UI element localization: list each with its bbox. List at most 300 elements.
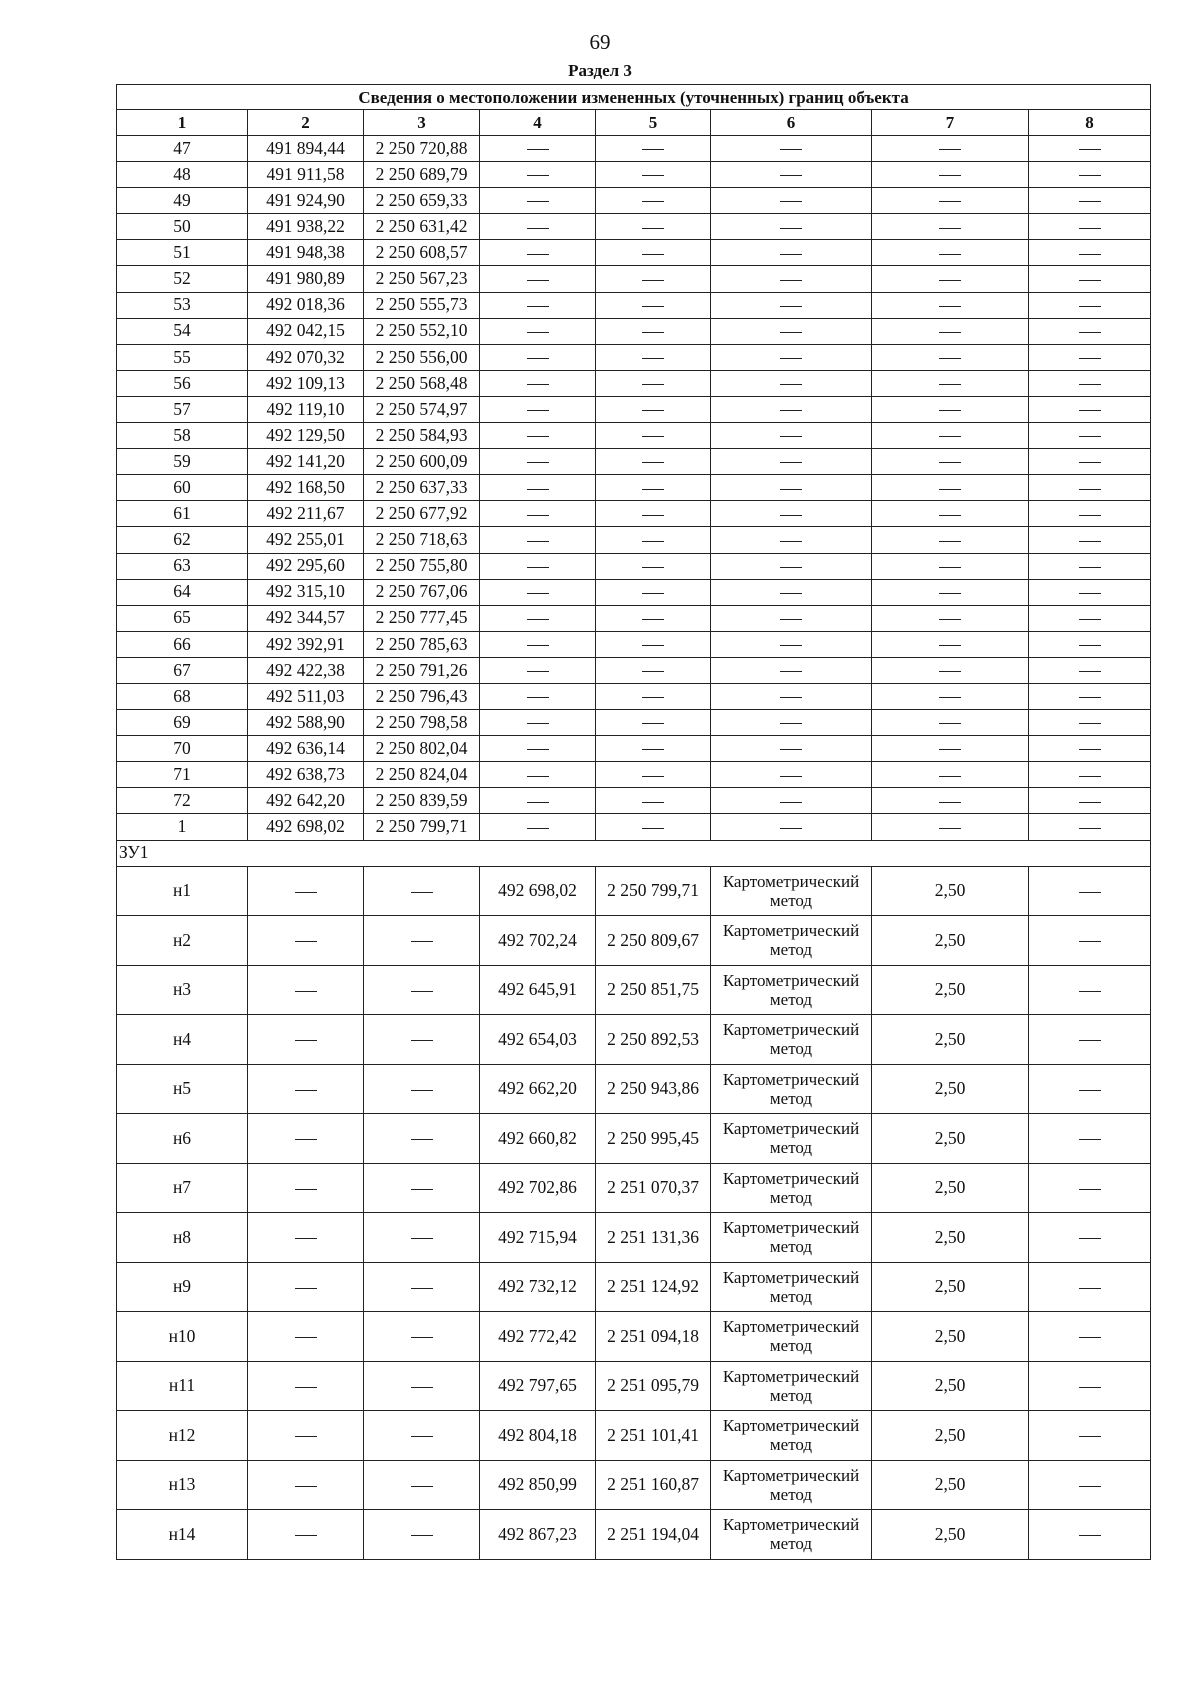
point-number: 60 (117, 475, 248, 501)
table-row (117, 449, 1151, 475)
empty-cell (248, 965, 364, 1015)
new-x-coordinate: 492 702,24 (480, 916, 596, 966)
empty-cell (872, 814, 1029, 840)
dash-mark (1079, 671, 1101, 672)
empty-cell (872, 553, 1029, 579)
dash-mark (411, 941, 433, 942)
point-number: 59 (117, 449, 248, 475)
dash-mark (939, 306, 961, 307)
existing-x-coordinate: 492 295,60 (248, 553, 364, 579)
empty-cell (364, 1015, 480, 1065)
dash-mark (780, 175, 802, 176)
point-number: н3 (117, 965, 248, 1015)
group-label: ЗУ1 (117, 840, 1151, 866)
existing-x-coordinate: 492 168,50 (248, 475, 364, 501)
empty-cell (711, 814, 872, 840)
empty-cell (872, 292, 1029, 318)
point-number: 57 (117, 396, 248, 422)
point-number: 61 (117, 501, 248, 527)
dash-mark (642, 332, 664, 333)
table-row (117, 318, 1151, 344)
dash-mark (295, 1090, 317, 1091)
point-number: 63 (117, 553, 248, 579)
empty-cell (711, 736, 872, 762)
empty-cell (248, 1312, 364, 1362)
existing-x-coordinate: 491 894,44 (248, 136, 364, 162)
empty-cell (596, 449, 711, 475)
empty-cell (480, 396, 596, 422)
table-row (117, 814, 1151, 840)
table-row (117, 866, 1151, 916)
empty-cell (872, 657, 1029, 683)
dash-mark (1079, 723, 1101, 724)
dash-mark (780, 593, 802, 594)
dash-mark (780, 697, 802, 698)
empty-cell (480, 266, 596, 292)
column-number-5: 5 (596, 110, 711, 136)
table-row (117, 396, 1151, 422)
empty-cell (711, 240, 872, 266)
empty-cell (1029, 1411, 1151, 1461)
existing-x-coordinate: 492 392,91 (248, 631, 364, 657)
existing-y-coordinate: 2 250 796,43 (364, 683, 480, 709)
dash-mark (780, 619, 802, 620)
empty-cell (480, 501, 596, 527)
existing-y-coordinate: 2 250 600,09 (364, 449, 480, 475)
existing-y-coordinate: 2 250 555,73 (364, 292, 480, 318)
table-row (117, 1163, 1151, 1213)
table-row (117, 188, 1151, 214)
table-row (117, 710, 1151, 736)
dash-mark (780, 567, 802, 568)
dash-mark (939, 671, 961, 672)
existing-y-coordinate: 2 250 824,04 (364, 762, 480, 788)
empty-cell (480, 423, 596, 449)
dash-mark (1079, 306, 1101, 307)
dash-mark (780, 541, 802, 542)
existing-y-coordinate: 2 250 584,93 (364, 423, 480, 449)
empty-cell (872, 762, 1029, 788)
determination-method: Картометрический метод (711, 1312, 872, 1362)
determination-method: Картометрический метод (711, 1411, 872, 1461)
empty-cell (480, 814, 596, 840)
dash-mark (527, 149, 549, 150)
dash-mark (780, 515, 802, 516)
dash-mark (939, 645, 961, 646)
existing-y-coordinate: 2 250 574,97 (364, 396, 480, 422)
existing-y-coordinate: 2 250 659,33 (364, 188, 480, 214)
dash-mark (1079, 1436, 1101, 1437)
dash-mark (1079, 619, 1101, 620)
dash-mark (780, 254, 802, 255)
dash-mark (939, 149, 961, 150)
empty-cell (1029, 866, 1151, 916)
empty-cell (1029, 475, 1151, 501)
existing-y-coordinate: 2 250 608,57 (364, 240, 480, 266)
empty-cell (364, 1361, 480, 1411)
empty-cell (248, 866, 364, 916)
determination-method: Картометрический метод (711, 1460, 872, 1510)
table-row (117, 475, 1151, 501)
group-row (117, 840, 1151, 866)
dash-mark (642, 384, 664, 385)
point-number: 54 (117, 318, 248, 344)
dash-mark (642, 254, 664, 255)
empty-cell (596, 631, 711, 657)
point-number: н12 (117, 1411, 248, 1461)
determination-method: Картометрический метод (711, 965, 872, 1015)
dash-mark (642, 228, 664, 229)
empty-cell (364, 1114, 480, 1164)
dash-mark (642, 802, 664, 803)
dash-mark (411, 1238, 433, 1239)
dash-mark (939, 776, 961, 777)
dash-mark (1079, 462, 1101, 463)
dash-mark (780, 802, 802, 803)
dash-mark (780, 228, 802, 229)
existing-x-coordinate: 492 642,20 (248, 788, 364, 814)
empty-cell (480, 292, 596, 318)
empty-cell (872, 449, 1029, 475)
dash-mark (527, 541, 549, 542)
empty-cell (711, 683, 872, 709)
table-row (117, 1114, 1151, 1164)
empty-cell (1029, 579, 1151, 605)
dash-mark (295, 1139, 317, 1140)
empty-cell (711, 710, 872, 736)
empty-cell (480, 240, 596, 266)
empty-cell (364, 866, 480, 916)
empty-cell (596, 240, 711, 266)
new-y-coordinate: 2 251 101,41 (596, 1411, 711, 1461)
existing-x-coordinate: 492 422,38 (248, 657, 364, 683)
determination-method: Картометрический метод (711, 1064, 872, 1114)
point-number: н6 (117, 1114, 248, 1164)
page-number: 69 (589, 30, 611, 54)
empty-cell (711, 266, 872, 292)
existing-x-coordinate: 492 315,10 (248, 579, 364, 605)
determination-method: Картометрический метод (711, 1361, 872, 1411)
dash-mark (527, 384, 549, 385)
table-row (117, 762, 1151, 788)
dash-mark (1079, 436, 1101, 437)
table-row (117, 631, 1151, 657)
dash-mark (939, 201, 961, 202)
empty-cell (872, 214, 1029, 240)
dash-mark (527, 358, 549, 359)
empty-cell (248, 1015, 364, 1065)
existing-y-coordinate: 2 250 567,23 (364, 266, 480, 292)
empty-cell (248, 1114, 364, 1164)
dash-mark (780, 749, 802, 750)
empty-cell (711, 762, 872, 788)
empty-cell (596, 370, 711, 396)
empty-cell (872, 788, 1029, 814)
existing-y-coordinate: 2 250 677,92 (364, 501, 480, 527)
empty-cell (711, 553, 872, 579)
dash-mark (295, 1288, 317, 1289)
existing-x-coordinate: 492 588,90 (248, 710, 364, 736)
empty-cell (596, 292, 711, 318)
empty-cell (711, 188, 872, 214)
dash-mark (642, 410, 664, 411)
empty-cell (872, 527, 1029, 553)
dash-mark (295, 941, 317, 942)
dash-mark (939, 358, 961, 359)
existing-y-coordinate: 2 250 689,79 (364, 162, 480, 188)
empty-cell (480, 710, 596, 736)
table-row (117, 553, 1151, 579)
table-row (117, 1361, 1151, 1411)
empty-cell (596, 136, 711, 162)
empty-cell (1029, 188, 1151, 214)
dash-mark (642, 489, 664, 490)
point-number: 62 (117, 527, 248, 553)
existing-y-coordinate: 2 250 552,10 (364, 318, 480, 344)
determination-method: Картометрический метод (711, 866, 872, 916)
table-row (117, 736, 1151, 762)
point-number: 49 (117, 188, 248, 214)
dash-mark (527, 332, 549, 333)
empty-cell (1029, 736, 1151, 762)
empty-cell (872, 501, 1029, 527)
empty-cell (872, 736, 1029, 762)
existing-x-coordinate: 491 948,38 (248, 240, 364, 266)
new-y-coordinate: 2 250 943,86 (596, 1064, 711, 1114)
dash-mark (1079, 280, 1101, 281)
column-number-3: 3 (364, 110, 480, 136)
existing-x-coordinate: 492 018,36 (248, 292, 364, 318)
point-number: н11 (117, 1361, 248, 1411)
table-row (117, 501, 1151, 527)
dash-mark (295, 1436, 317, 1437)
dash-mark (527, 697, 549, 698)
boundary-coordinates-table (116, 84, 1151, 1560)
empty-cell (711, 501, 872, 527)
table-row (117, 240, 1151, 266)
dash-mark (939, 332, 961, 333)
new-x-coordinate: 492 867,23 (480, 1510, 596, 1560)
empty-cell (711, 579, 872, 605)
empty-cell (364, 965, 480, 1015)
dash-mark (780, 306, 802, 307)
empty-cell (596, 553, 711, 579)
empty-cell (364, 1163, 480, 1213)
dash-mark (1079, 332, 1101, 333)
column-number-row (117, 110, 1151, 136)
existing-y-coordinate: 2 250 799,71 (364, 814, 480, 840)
point-number: н1 (117, 866, 248, 916)
accuracy-value: 2,50 (872, 1015, 1029, 1065)
existing-y-coordinate: 2 250 839,59 (364, 788, 480, 814)
dash-mark (527, 802, 549, 803)
empty-cell (480, 344, 596, 370)
empty-cell (872, 318, 1029, 344)
point-number: н4 (117, 1015, 248, 1065)
dash-mark (411, 1040, 433, 1041)
new-y-coordinate: 2 251 070,37 (596, 1163, 711, 1213)
existing-x-coordinate: 492 141,20 (248, 449, 364, 475)
empty-cell (711, 162, 872, 188)
dash-mark (642, 828, 664, 829)
accuracy-value: 2,50 (872, 1411, 1029, 1461)
empty-cell (480, 136, 596, 162)
empty-cell (1029, 162, 1151, 188)
point-number: 52 (117, 266, 248, 292)
dash-mark (780, 410, 802, 411)
table-row (117, 1460, 1151, 1510)
dash-mark (939, 175, 961, 176)
empty-cell (1029, 1510, 1151, 1560)
new-x-coordinate: 492 732,12 (480, 1262, 596, 1312)
determination-method: Картометрический метод (711, 1213, 872, 1263)
empty-cell (248, 1411, 364, 1461)
empty-cell (1029, 240, 1151, 266)
dash-mark (780, 489, 802, 490)
table-row (117, 344, 1151, 370)
empty-cell (1029, 965, 1151, 1015)
dash-mark (1079, 892, 1101, 893)
new-x-coordinate: 492 654,03 (480, 1015, 596, 1065)
empty-cell (872, 188, 1029, 214)
existing-x-coordinate: 492 129,50 (248, 423, 364, 449)
empty-cell (711, 214, 872, 240)
dash-mark (527, 593, 549, 594)
dash-mark (1079, 1090, 1101, 1091)
dash-mark (527, 776, 549, 777)
table-row (117, 605, 1151, 631)
empty-cell (872, 579, 1029, 605)
empty-cell (711, 344, 872, 370)
table-row (117, 916, 1151, 966)
point-number: 69 (117, 710, 248, 736)
empty-cell (711, 423, 872, 449)
determination-method: Картометрический метод (711, 916, 872, 966)
empty-cell (1029, 710, 1151, 736)
empty-cell (872, 136, 1029, 162)
dash-mark (780, 149, 802, 150)
table-row (117, 788, 1151, 814)
dash-mark (527, 436, 549, 437)
dash-mark (1079, 1387, 1101, 1388)
new-x-coordinate: 492 702,86 (480, 1163, 596, 1213)
dash-mark (780, 828, 802, 829)
dash-mark (1079, 1139, 1101, 1140)
point-number: н13 (117, 1460, 248, 1510)
empty-cell (872, 370, 1029, 396)
new-x-coordinate: 492 772,42 (480, 1312, 596, 1362)
empty-cell (596, 423, 711, 449)
dash-mark (939, 410, 961, 411)
dash-mark (939, 828, 961, 829)
point-number: н8 (117, 1213, 248, 1263)
dash-mark (780, 280, 802, 281)
empty-cell (596, 579, 711, 605)
section-title: Раздел 3 (568, 61, 632, 80)
point-number: 64 (117, 579, 248, 605)
empty-cell (1029, 1460, 1151, 1510)
new-y-coordinate: 2 250 851,75 (596, 965, 711, 1015)
empty-cell (248, 1361, 364, 1411)
dash-mark (411, 991, 433, 992)
new-y-coordinate: 2 250 892,53 (596, 1015, 711, 1065)
dash-mark (780, 384, 802, 385)
new-y-coordinate: 2 250 995,45 (596, 1114, 711, 1164)
table-row (117, 214, 1151, 240)
dash-mark (1079, 254, 1101, 255)
column-number-7: 7 (872, 110, 1029, 136)
dash-mark (1079, 776, 1101, 777)
existing-x-coordinate: 492 070,32 (248, 344, 364, 370)
dash-mark (780, 462, 802, 463)
dash-mark (780, 332, 802, 333)
empty-cell (596, 344, 711, 370)
point-number: 72 (117, 788, 248, 814)
new-y-coordinate: 2 251 194,04 (596, 1510, 711, 1560)
empty-cell (364, 1312, 480, 1362)
empty-cell (596, 214, 711, 240)
determination-method: Картометрический метод (711, 1015, 872, 1065)
point-number: 50 (117, 214, 248, 240)
dash-mark (527, 201, 549, 202)
dash-mark (527, 489, 549, 490)
dash-mark (780, 671, 802, 672)
point-number: н5 (117, 1064, 248, 1114)
empty-cell (480, 579, 596, 605)
empty-cell (480, 370, 596, 396)
point-number: 51 (117, 240, 248, 266)
empty-cell (596, 527, 711, 553)
empty-cell (1029, 1262, 1151, 1312)
new-x-coordinate: 492 715,94 (480, 1213, 596, 1263)
existing-x-coordinate: 492 211,67 (248, 501, 364, 527)
accuracy-value: 2,50 (872, 1460, 1029, 1510)
table-row (117, 162, 1151, 188)
empty-cell (248, 1460, 364, 1510)
empty-cell (596, 710, 711, 736)
empty-cell (872, 710, 1029, 736)
point-number: 71 (117, 762, 248, 788)
dash-mark (295, 1486, 317, 1487)
empty-cell (1029, 762, 1151, 788)
dash-mark (642, 619, 664, 620)
dash-mark (411, 1337, 433, 1338)
existing-y-coordinate: 2 250 791,26 (364, 657, 480, 683)
new-y-coordinate: 2 250 799,71 (596, 866, 711, 916)
dash-mark (642, 749, 664, 750)
empty-cell (248, 1213, 364, 1263)
table-row (117, 1510, 1151, 1560)
dash-mark (1079, 515, 1101, 516)
dash-mark (1079, 384, 1101, 385)
accuracy-value: 2,50 (872, 1510, 1029, 1560)
table-row (117, 1312, 1151, 1362)
empty-cell (596, 188, 711, 214)
table-row (117, 136, 1151, 162)
new-y-coordinate: 2 251 131,36 (596, 1213, 711, 1263)
point-number: 48 (117, 162, 248, 188)
determination-method: Картометрический метод (711, 1262, 872, 1312)
point-number: 47 (117, 136, 248, 162)
empty-cell (364, 1262, 480, 1312)
empty-cell (596, 657, 711, 683)
existing-x-coordinate: 491 980,89 (248, 266, 364, 292)
empty-cell (1029, 1213, 1151, 1263)
existing-x-coordinate: 492 255,01 (248, 527, 364, 553)
dash-mark (527, 228, 549, 229)
dash-mark (1079, 1189, 1101, 1190)
dash-mark (642, 776, 664, 777)
